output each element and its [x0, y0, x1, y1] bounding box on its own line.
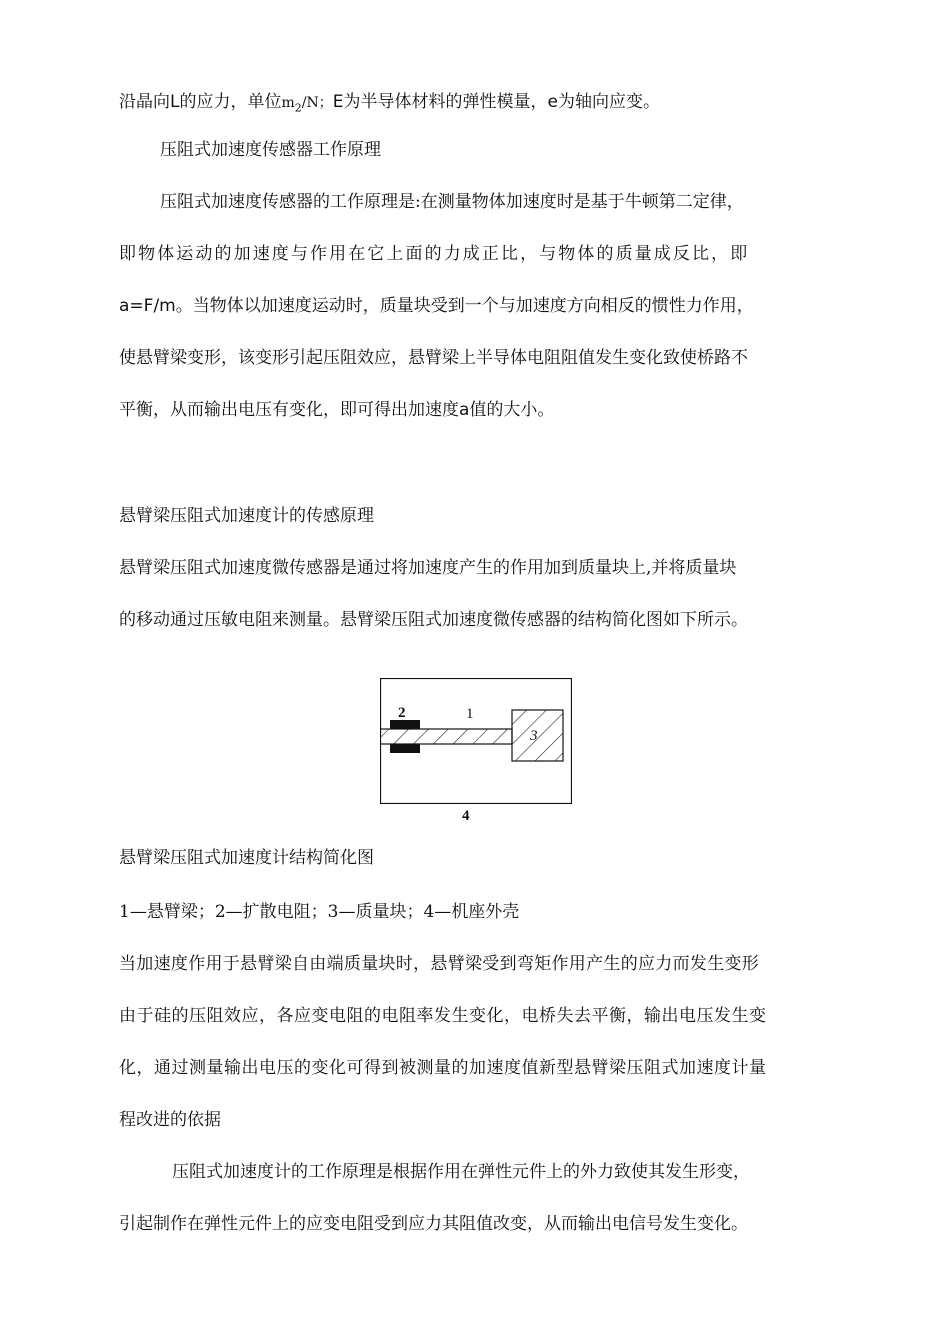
paragraph-line-4: 即物体运动的加速度与作用在它上面的力成正比，与物体的质量成反比，即: [119, 244, 750, 264]
cantilever-structure-figure: [380, 678, 572, 804]
formula-text: a=F/m: [119, 296, 176, 316]
paragraph-line-3: 压阻式加速度传感器的工作原理是:在测量物体加速度时是基于牛顿第二定律，: [160, 192, 744, 212]
figure-caption: 悬臂梁压阻式加速度计结构简化图: [119, 848, 374, 868]
subscript: 2: [294, 101, 302, 115]
text-run: e: [547, 92, 558, 112]
text-run: 沿晶向: [119, 92, 170, 112]
text-run: 平衡，从而输出电压有变化，即可得出加速度: [119, 400, 459, 420]
text-run: /N；: [301, 95, 333, 111]
cantilever-beam: [380, 729, 512, 744]
text-line-1: [119, 92, 660, 118]
paragraph-line-5: [119, 296, 754, 316]
figure-label-3: 3: [530, 728, 538, 744]
paragraph-line-14: 由于硅的压阻效应，各应变电阻的电阻率发生变化，电桥失去平衡，输出电压发生变: [119, 1006, 767, 1026]
text-run: 值的大小。: [469, 400, 555, 420]
paragraph-line-17: 压阻式加速度计的工作原理是根据作用在弹性元件上的外力致使其发生形变，: [172, 1162, 750, 1182]
figure-legend: 1—悬臂梁；2—扩散电阻；3—质量块；4—机座外壳: [119, 902, 520, 922]
paragraph-line-16: 程改进的依据: [119, 1110, 221, 1130]
section-heading-cantilever: 悬臂梁压阻式加速度计的传感原理: [119, 506, 374, 526]
text-run: 为轴向应变。: [557, 92, 660, 112]
figure-label-4: 4: [462, 808, 470, 824]
text-run: 为半导体材料的弹性模量，: [343, 92, 548, 112]
paragraph-line-13: 当加速度作用于悬臂梁自由端质量块时，悬臂梁受到弯矩作用产生的应力而发生变形: [119, 954, 760, 974]
diffused-resistor-bottom: [390, 744, 420, 753]
paragraph-line-10: 的移动通过压敏电阻来测量。悬臂梁压阻式加速度微传感器的结构简化图如下所示。: [119, 610, 748, 630]
text-run: 。当物体以加速度运动时，质量块受到一个与加速度方向相反的惯性力作用，: [175, 296, 754, 316]
text-run: m: [281, 95, 295, 111]
diffused-resistor-top: [390, 720, 420, 729]
text-run: L: [170, 92, 180, 112]
paragraph-line-18: 引起制作在弹性元件上的应变电阻受到应力其阻值改变，从而输出电信号发生变化。: [119, 1214, 748, 1234]
text-run: 的应力，单位: [179, 92, 282, 112]
figure-label-2: 2: [398, 705, 406, 721]
text-run: a: [459, 400, 470, 420]
paragraph-line-6: 使悬臂梁变形，该变形引起压阻效应，悬臂梁上半导体电阻阻值发生变化致使桥路不: [119, 348, 748, 368]
paragraph-line-7: [119, 400, 554, 420]
mass-block: [512, 710, 563, 761]
paragraph-line-15: 化，通过测量输出电压的变化可得到被测量的加速度值新型悬臂梁压阻式加速度计量: [119, 1058, 767, 1078]
paragraph-line-9: 悬臂梁压阻式加速度微传感器是通过将加速度产生的作用加到质量块上,并将质量块: [119, 558, 737, 578]
text-run: E: [332, 92, 344, 112]
figure-label-1: 1: [466, 706, 474, 722]
section-heading-principle: 压阻式加速度传感器工作原理: [160, 140, 381, 160]
